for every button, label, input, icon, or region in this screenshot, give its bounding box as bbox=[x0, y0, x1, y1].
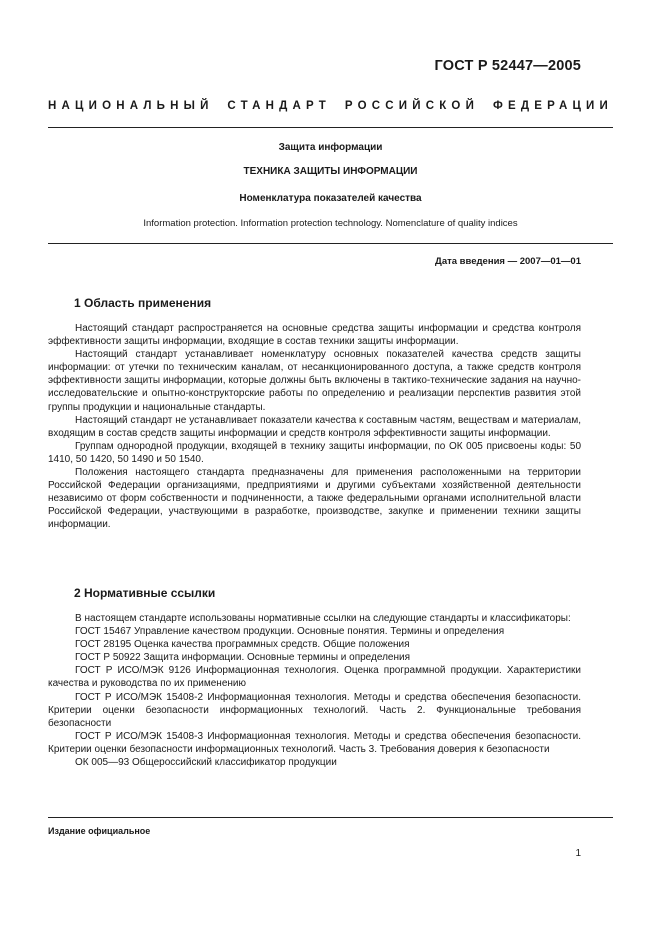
section-2-body bbox=[48, 612, 581, 769]
reference-item: ГОСТ Р ИСО/МЭК 15408-2 Информационная технология. Методы и средства обеспечения безопасности. Критерии оценки безопасности информационных технологий. Часть 2. Функциональные требования безопасности bbox=[48, 691, 581, 729]
reference-item: ОК 005—93 Общероссийский классификатор продукции bbox=[75, 757, 337, 769]
title-line-2: ТЕХНИКА ЗАЩИТЫ ИНФОРМАЦИИ bbox=[243, 166, 418, 177]
divider bbox=[48, 817, 613, 818]
section-2-heading: 2 Нормативные ссылки bbox=[74, 586, 216, 600]
paragraph: В настоящем стандарте использованы нормативные ссылки на следующие стандарты и классификаторы: bbox=[75, 613, 571, 624]
page-number: 1 bbox=[575, 848, 581, 859]
reference-item: ГОСТ 28195 Оценка качества программных средств. Общие положения bbox=[75, 639, 410, 651]
reference-item: ГОСТ Р 50922 Защита информации. Основные термины и определения bbox=[75, 652, 411, 664]
section-1-body bbox=[48, 322, 581, 532]
section-1-heading: 1 Область применения bbox=[74, 296, 212, 310]
paragraph: Группам однородной продукции, входящей в технику защиты информации, по ОК 005 присвоены коды: 50 1410, 50 1420, 50 1490 и 50 1540. bbox=[48, 440, 581, 465]
document-code: ГОСТ Р 52447—2005 bbox=[434, 58, 581, 74]
title-english: Information protection. Information protection technology. Nomenclature of quality indices bbox=[143, 218, 518, 229]
title-line-3: Номенклатура показателей качества bbox=[239, 193, 422, 204]
divider bbox=[48, 127, 613, 128]
title-line-1: Защита информации bbox=[278, 142, 383, 153]
paragraph: Настоящий стандарт устанавливает номенклатуру основных показателей качества средств защиты информации: от утечки по техническим каналам, от несанкционированного доступа, а также средств контроля эффективности защиты информации, которые должны быть включены в тактико-технические задания на научно-исследовательские и опытно-конструкторские работы по определению и реализации перспектив развития этой группы продукции и национальные стандарты. bbox=[48, 349, 581, 413]
divider bbox=[48, 243, 613, 244]
introduction-date: Дата введения — 2007—01—01 bbox=[435, 256, 581, 267]
edition-note: Издание официальное bbox=[48, 826, 151, 836]
paragraph: Настоящий стандарт распространяется на основные средства защиты информации и средства контроля эффективности защиты информации, входящие в состав техники защиты информации. bbox=[48, 323, 581, 348]
paragraph: Положения настоящего стандарта предназначены для применения расположенными на территории Российской Федерации организациями, предприятиями и другими субъектами хозяйственной деятельности независимо от форм собственности и подчиненности, а также федеральными органами исполнительной власти Российской Федерации, участвующими в разработке, производстве, закупке и применении техники защиты информации. bbox=[48, 467, 581, 531]
reference-item: ГОСТ Р ИСО/МЭК 15408-3 Информационная технология. Методы и средства обеспечения безопасности. Критерии оценки безопасности информационных технологий. Часть 3. Требования доверия к безопасности bbox=[48, 730, 581, 755]
paragraph: Настоящий стандарт не устанавливает показатели качества к составным частям, веществам и материалам, входящим в состав средств защиты информации и средств контроля эффективности защиты информации. bbox=[48, 414, 581, 439]
standard-title: НАЦИОНАЛЬНЫЙ СТАНДАРТ РОССИЙСКОЙ ФЕДЕРАЦИИ bbox=[48, 100, 613, 112]
reference-item: ГОСТ Р ИСО/МЭК 9126 Информационная технология. Оценка программной продукции. Характеристики качества и руководства по их применению bbox=[48, 665, 581, 690]
reference-item: ГОСТ 15467 Управление качеством продукции. Основные понятия. Термины и определения bbox=[75, 626, 505, 638]
